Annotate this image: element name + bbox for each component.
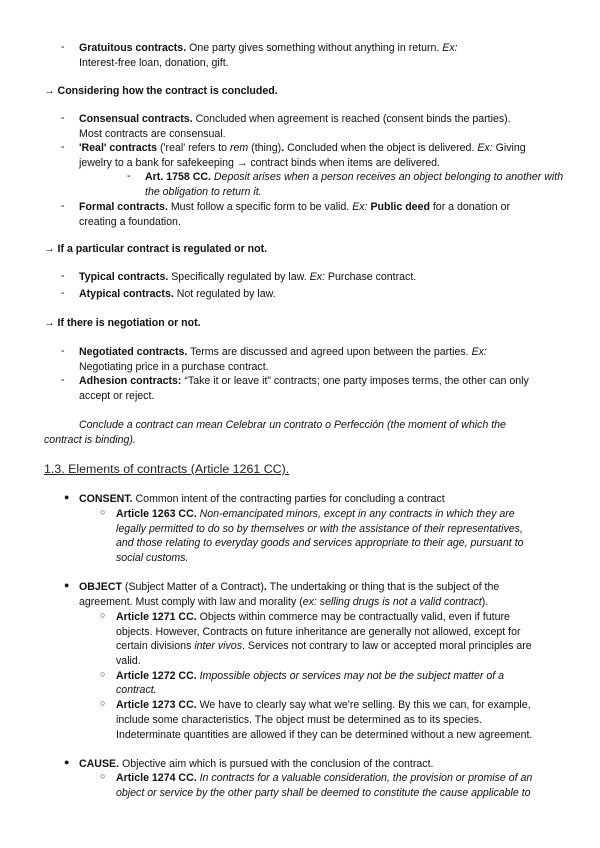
term-text: (thing) — [248, 142, 282, 154]
list-dash: - — [61, 374, 65, 386]
atypical-item — [79, 287, 276, 302]
object-item — [79, 580, 499, 595]
element-text: ). — [481, 596, 489, 608]
term-text: Concluded when agreement is reached (consent binds the parties). — [192, 113, 511, 125]
article-title: Article 1271 CC. — [116, 611, 197, 623]
consent-item — [79, 492, 445, 507]
element-text: agreement. Must comply with law and morality ( — [79, 596, 303, 608]
element-title: CAUSE. — [79, 758, 120, 770]
art1263-line2: legally permitted to do so by themselves or with the assistance of their representatives, — [116, 523, 523, 535]
term-text: Giving — [492, 142, 526, 154]
gratuitous-line2: Interest-free loan, donation, gift. — [79, 57, 229, 69]
cause-item — [79, 757, 433, 772]
article-title: Article 1273 CC. — [116, 699, 197, 711]
art1263-item — [116, 507, 515, 522]
bullet-icon: ● — [64, 757, 70, 767]
article-text: Non-emancipated minors, except in any contracts in which they are — [196, 508, 515, 520]
article-text: Deposit arises when a person receives an object belonging to another with — [210, 171, 564, 183]
term-text: Specifically regulated by law. — [168, 271, 310, 283]
list-dash: - — [61, 141, 65, 153]
adhesion-item — [79, 374, 529, 389]
example-label: Ex: — [442, 42, 458, 54]
latin-term: inter vivos — [194, 640, 242, 652]
circle-bullet-icon: ○ — [100, 669, 106, 679]
art1263-line3: and those relating to everyday goods and services appropriate to their age, pursuant to — [116, 537, 524, 549]
bullet-icon: ● — [64, 492, 70, 502]
element-title: CONSENT. — [79, 493, 133, 505]
element-text: Objective aim which is pursued with the conclusion of the contract. — [119, 758, 434, 770]
term-title: Adhesion contracts: — [79, 375, 182, 387]
article-title: Article 1263 CC. — [116, 508, 197, 520]
article-title: Article 1272 CC. — [116, 670, 197, 682]
term-title: Atypical contracts. — [79, 288, 174, 300]
art1274-item — [116, 771, 532, 786]
negotiated-line2: Negotiating price in a purchase contract. — [79, 361, 269, 373]
subheading-regulated: → If a particular contract is regulated or not. — [44, 243, 268, 255]
element-text: (Subject Matter of a Contract) — [121, 581, 264, 593]
negotiated-item — [79, 345, 487, 360]
element-text: The undertaking or thing that is the subject of the — [266, 581, 500, 593]
article-text: In contracts for a valuable consideration, the provision or promise of an — [196, 772, 533, 784]
term-text: Not regulated by law. — [173, 288, 276, 300]
example-text: ex: selling drugs is not a valid contract — [302, 596, 482, 608]
article-text: Objects within commerce may be contractually valid, even if future — [196, 611, 510, 623]
article-text: Impossible objects or services may not be the subject matter of a — [196, 670, 505, 682]
art1272-line2: contract. — [116, 684, 157, 696]
term-title: Negotiated contracts. — [79, 346, 188, 358]
art1273-line3: Indeterminate quantities are allowed if they can be determined without a new agreement. — [116, 729, 533, 741]
element-text: . — [263, 581, 267, 593]
article-title: Art. 1758 CC. — [145, 171, 211, 183]
term-emphasis: Public deed — [367, 201, 430, 213]
art1273-item — [116, 698, 531, 713]
latin-term: rem — [229, 142, 249, 154]
term-text: Must follow a specific form to be valid. — [167, 201, 353, 213]
example-label: Ex: — [352, 201, 368, 213]
art1263-line4: social customs. — [116, 552, 189, 564]
subheading-negotiation: → If there is negotiation or not. — [44, 317, 201, 329]
note-line1: Conclude a contract can mean Celebrar un contrato o Perfección (the moment of which the — [79, 419, 506, 431]
example-label: Ex: — [477, 142, 493, 154]
consensual-line2: Most contracts are consensual. — [79, 128, 226, 140]
art1271-line2: objects. However, Contracts on future inheritance are generally not allowed, except for — [116, 626, 521, 638]
art1274-line2: object or service by the other party shall be deemed to constitute the cause applicable to — [116, 787, 531, 799]
term-title: Typical contracts. — [79, 271, 169, 283]
subheading-concluded: → Considering how the contract is concluded. — [44, 85, 278, 97]
list-dash: - — [61, 41, 65, 53]
circle-bullet-icon: ○ — [100, 698, 106, 708]
term-text: Purchase contract. — [324, 271, 417, 283]
real-item — [79, 141, 526, 156]
consensual-item — [79, 112, 511, 127]
example-label: Ex: — [471, 346, 487, 358]
article-text: We have to clearly say what we're selling. By this we can, for example, — [196, 699, 531, 711]
element-title: OBJECT — [79, 581, 122, 593]
term-title: Formal contracts. — [79, 201, 168, 213]
example-label: Ex: — [309, 271, 325, 283]
bullet-icon: ● — [64, 580, 70, 590]
term-text: Terms are discussed and agreed upon between the parties. — [187, 346, 472, 358]
article-text: certain divisions — [116, 640, 195, 652]
real-line2: jewelry to a bank for safekeeping → contract binds when items are delivered. — [79, 157, 440, 169]
term-title: Gratuitous contracts. — [79, 42, 187, 54]
note-line2: contract is binding). — [44, 434, 136, 446]
list-dash: - — [61, 287, 65, 299]
adhesion-line2: accept or reject. — [79, 390, 155, 402]
term-title: Consensual contracts. — [79, 113, 193, 125]
circle-bullet-icon: ○ — [100, 610, 106, 620]
term-title: 'Real' contracts — [79, 142, 158, 154]
art1273-line2: include some characteristics. The object must be determined as to its species. — [116, 714, 483, 726]
circle-bullet-icon: ○ — [100, 507, 106, 517]
art1271-item — [116, 610, 510, 625]
article-text: . Services not contrary to law or accepted moral principles are — [242, 640, 532, 652]
list-dash: - — [127, 170, 131, 182]
formal-item — [79, 200, 510, 215]
art1271-line4: valid. — [116, 655, 141, 667]
art1271-line3 — [116, 639, 532, 654]
article-title: Article 1274 CC. — [116, 772, 197, 784]
art1758-item — [145, 170, 563, 185]
term-text: “Take it or leave it” contracts; one party imposes terms, the other can only — [181, 375, 529, 387]
list-dash: - — [61, 345, 65, 357]
element-text: Common intent of the contracting parties for concluding a contract — [132, 493, 445, 505]
list-dash: - — [61, 112, 65, 124]
art1758-line2: the obligation to return it. — [145, 186, 262, 198]
term-text: ('real' refers to — [157, 142, 230, 154]
object-line2 — [79, 595, 488, 610]
section-heading: 1.3. Elements of contracts (Article 1261 CC). — [44, 462, 290, 476]
term-text: Concluded when the object is delivered. — [284, 142, 478, 154]
art1272-item — [116, 669, 504, 684]
typical-item — [79, 270, 416, 285]
list-dash: - — [61, 270, 65, 282]
list-dash: - — [61, 200, 65, 212]
formal-line2: creating a foundation. — [79, 216, 181, 228]
circle-bullet-icon: ○ — [100, 771, 106, 781]
term-text: . — [281, 142, 285, 154]
term-text: One party gives something without anything in return. — [186, 42, 443, 54]
gratuitous-item — [79, 41, 458, 56]
term-text: for a donation or — [429, 201, 511, 213]
